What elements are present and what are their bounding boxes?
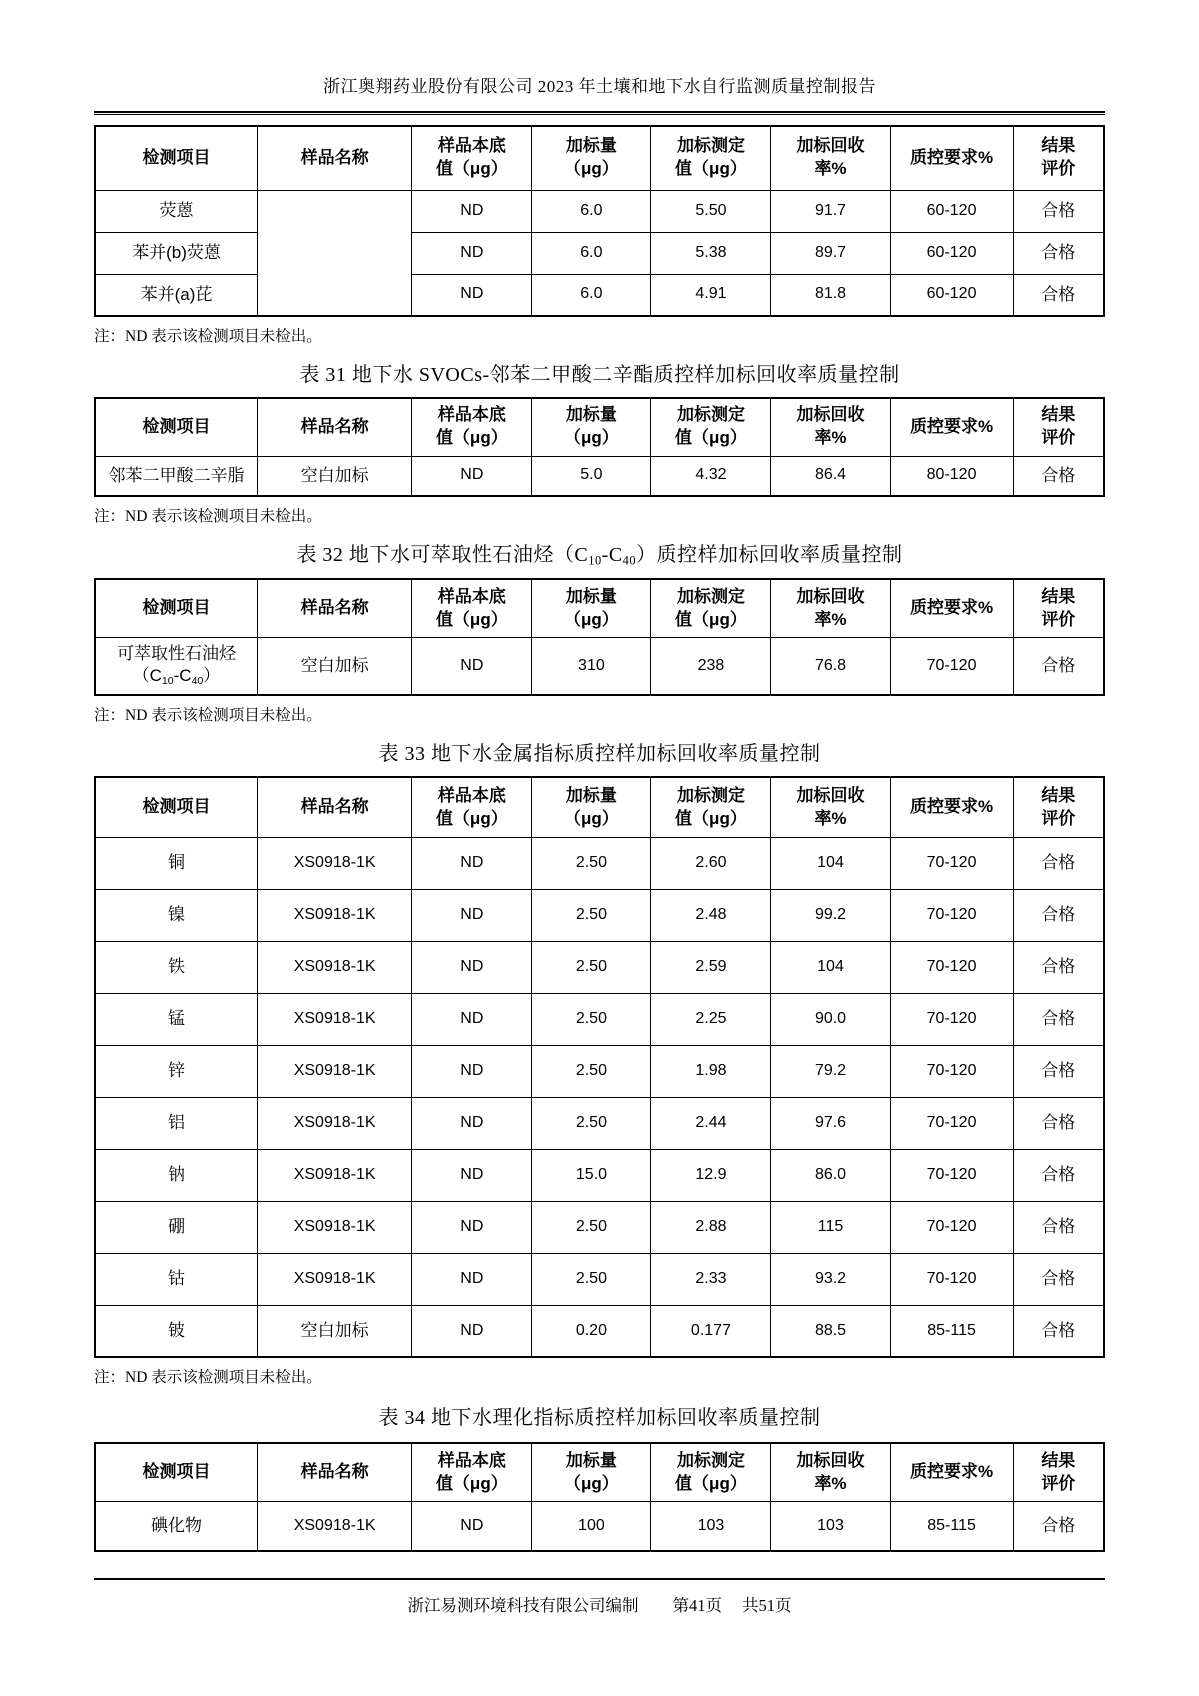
cell-result: 合格 bbox=[1013, 1149, 1104, 1201]
cell-spike-amount: 2.50 bbox=[532, 889, 651, 941]
table-header-row bbox=[95, 126, 1104, 190]
cell-background-value: ND bbox=[412, 889, 532, 941]
col-header-item: 检测项目 bbox=[95, 1443, 257, 1501]
cell-measured-value: 4.91 bbox=[651, 274, 771, 316]
cell-measured-value: 1.98 bbox=[651, 1045, 771, 1097]
cell-sample-name: XS0918-1K bbox=[257, 993, 411, 1045]
col-header-spike-amount: 加标量 （μg） bbox=[532, 126, 651, 190]
col-header-background-value: 样品本底 值（μg） bbox=[412, 398, 532, 456]
subscript: 40 bbox=[191, 675, 204, 688]
cell-qc-requirement: 70-120 bbox=[890, 993, 1013, 1045]
col-header-measured-value: 加标测定 值（μg） bbox=[651, 579, 771, 637]
cell-qc-requirement: 60-120 bbox=[890, 232, 1013, 274]
col-header-background-value: 样品本底 值（μg） bbox=[412, 579, 532, 637]
table-row bbox=[95, 232, 1104, 274]
cell-measured-value: 2.60 bbox=[651, 837, 771, 889]
cell-spike-amount: 2.50 bbox=[532, 1201, 651, 1253]
cell-qc-requirement: 70-120 bbox=[890, 837, 1013, 889]
cell-spike-amount: 15.0 bbox=[532, 1149, 651, 1201]
cell-qc-requirement: 60-120 bbox=[890, 190, 1013, 232]
cell-qc-requirement: 70-120 bbox=[890, 1045, 1013, 1097]
col-header-qc-requirement: 质控要求% bbox=[890, 398, 1013, 456]
cell-background-value: ND bbox=[412, 993, 532, 1045]
col-header-spike-amount: 加标量 （μg） bbox=[532, 398, 651, 456]
table-header-row bbox=[95, 579, 1104, 637]
cell-result: 合格 bbox=[1013, 1097, 1104, 1149]
cell-result: 合格 bbox=[1013, 274, 1104, 316]
cell-spike-amount: 2.50 bbox=[532, 1097, 651, 1149]
footer-rule bbox=[94, 1578, 1105, 1580]
cell-sample-name: 空白加标 bbox=[257, 1305, 411, 1357]
subscript: 10 bbox=[161, 675, 174, 688]
col-header-sample-name: 样品名称 bbox=[257, 1443, 411, 1501]
cell-spike-amount: 5.0 bbox=[532, 456, 651, 496]
cell-qc-requirement: 85-115 bbox=[890, 1501, 1013, 1551]
cell-result: 合格 bbox=[1013, 1501, 1104, 1551]
cell-recovery: 81.8 bbox=[771, 274, 890, 316]
cell-item: 锌 bbox=[95, 1045, 257, 1097]
cell-sample-name: XS0918-1K bbox=[257, 1253, 411, 1305]
cell-background-value: ND bbox=[412, 1305, 532, 1357]
cell-measured-value: 2.88 bbox=[651, 1201, 771, 1253]
cell-item: 钴 bbox=[95, 1253, 257, 1305]
cell-item: 荧蒽 bbox=[95, 190, 257, 232]
cell-item: 铜 bbox=[95, 837, 257, 889]
nd-note: 注：ND 表示该检测项目未检出。 bbox=[94, 328, 322, 345]
col-header-sample-name: 样品名称 bbox=[257, 126, 411, 190]
cell-measured-value: 0.177 bbox=[651, 1305, 771, 1357]
cell-background-value: ND bbox=[412, 1045, 532, 1097]
col-header-recovery-rate: 加标回收 率% bbox=[771, 579, 890, 637]
table-svoc-continued bbox=[94, 125, 1105, 317]
cell-qc-requirement: 80-120 bbox=[890, 456, 1013, 496]
cell-item: 锰 bbox=[95, 993, 257, 1045]
col-header-qc-requirement: 质控要求% bbox=[890, 126, 1013, 190]
cell-sample-name: XS0918-1K bbox=[257, 941, 411, 993]
cell-sample-name: XS0918-1K bbox=[257, 1097, 411, 1149]
cell-qc-requirement: 70-120 bbox=[890, 1253, 1013, 1305]
cell-measured-value: 5.50 bbox=[651, 190, 771, 232]
cell-item: 可萃取性石油烃$(C_{10}-C_{40})$ bbox=[95, 637, 257, 695]
cell-spike-amount: 6.0 bbox=[532, 190, 651, 232]
cell-result: 合格 bbox=[1013, 1045, 1104, 1097]
col-header-qc-requirement: 质控要求% bbox=[890, 777, 1013, 837]
cell-sample-name: XS0918-1K bbox=[257, 837, 411, 889]
cell-spike-amount: 2.50 bbox=[532, 993, 651, 1045]
table-row bbox=[95, 993, 1104, 1045]
cell-qc-requirement: 70-120 bbox=[890, 1201, 1013, 1253]
cell-sample-name: XS0918-1K bbox=[257, 1201, 411, 1253]
cell-sample-name: XS0918-1K bbox=[257, 1045, 411, 1097]
col-header-item: 检测项目 bbox=[95, 579, 257, 637]
table-row bbox=[95, 1501, 1104, 1551]
cell-background-value: ND bbox=[412, 637, 532, 695]
col-header-measured-value: 加标测定 值（μg） bbox=[651, 398, 771, 456]
cell-sample-name: XS0918-1K bbox=[257, 1501, 411, 1551]
table-31 bbox=[94, 397, 1105, 497]
table-33-title: 表 33 地下水金属指标质控样加标回收率质量控制 bbox=[378, 743, 821, 766]
cell-background-value: ND bbox=[412, 837, 532, 889]
col-header-measured-value: 加标测定 值（μg） bbox=[651, 1443, 771, 1501]
cell-qc-requirement: 70-120 bbox=[890, 1149, 1013, 1201]
nd-note: 注：ND 表示该检测项目未检出。 bbox=[94, 707, 322, 725]
cell-recovery: 86.0 bbox=[771, 1149, 890, 1201]
table-row bbox=[95, 837, 1104, 889]
col-header-result: 结果 评价 bbox=[1013, 579, 1104, 637]
col-header-result: 结果 评价 bbox=[1013, 398, 1104, 456]
col-header-measured-value: 加标测定 值（μg） bbox=[651, 126, 771, 190]
cell-result: 合格 bbox=[1013, 889, 1104, 941]
col-header-background-value: 样品本底 值（μg） bbox=[412, 777, 532, 837]
cell-recovery: 79.2 bbox=[771, 1045, 890, 1097]
table-row bbox=[95, 637, 1104, 695]
cell-item: 苯并(a)芘 bbox=[95, 274, 257, 316]
table-34 bbox=[94, 1442, 1105, 1552]
col-header-result: 结果 评价 bbox=[1013, 126, 1104, 190]
col-header-result: 结果 评价 bbox=[1013, 1443, 1104, 1501]
footer-page-number: 第41页 bbox=[672, 1596, 722, 1616]
cell-result: 合格 bbox=[1013, 993, 1104, 1045]
cell-recovery: 99.2 bbox=[771, 889, 890, 941]
cell-spike-amount: 0.20 bbox=[532, 1305, 651, 1357]
table-header-row bbox=[95, 398, 1104, 456]
cell-result: 合格 bbox=[1013, 456, 1104, 496]
col-header-qc-requirement: 质控要求% bbox=[890, 1443, 1013, 1501]
col-header-item: 检测项目 bbox=[95, 398, 257, 456]
table-32 bbox=[94, 578, 1105, 696]
cell-item: 碘化物 bbox=[95, 1501, 257, 1551]
cell-sample-name-merged bbox=[257, 190, 411, 316]
table-row bbox=[95, 1097, 1104, 1149]
cell-item: 硼 bbox=[95, 1201, 257, 1253]
cell-qc-requirement: 70-120 bbox=[890, 941, 1013, 993]
cell-recovery: 91.7 bbox=[771, 190, 890, 232]
cell-item: 钠 bbox=[95, 1149, 257, 1201]
cell-spike-amount: 6.0 bbox=[532, 274, 651, 316]
table-32-title: 表 32 地下水可萃取性石油烃$(C_{10}-C_{40})$质控样加标回收率质量控制 bbox=[296, 544, 903, 568]
cell-item: 铝 bbox=[95, 1097, 257, 1149]
cell-recovery: 90.0 bbox=[771, 993, 890, 1045]
cell-measured-value: 2.33 bbox=[651, 1253, 771, 1305]
cell-result: 合格 bbox=[1013, 1305, 1104, 1357]
cell-recovery: 103 bbox=[771, 1501, 890, 1551]
col-header-sample-name: 样品名称 bbox=[257, 777, 411, 837]
cell-recovery: 86.4 bbox=[771, 456, 890, 496]
table-row bbox=[95, 1149, 1104, 1201]
cell-result: 合格 bbox=[1013, 1253, 1104, 1305]
cell-measured-value: 2.44 bbox=[651, 1097, 771, 1149]
cell-sample-name: XS0918-1K bbox=[257, 889, 411, 941]
col-header-recovery-rate: 加标回收 率% bbox=[771, 126, 890, 190]
cell-measured-value: 238 bbox=[651, 637, 771, 695]
cell-result: 合格 bbox=[1013, 941, 1104, 993]
cell-recovery: 76.8 bbox=[771, 637, 890, 695]
cell-item: 镍 bbox=[95, 889, 257, 941]
table-row bbox=[95, 941, 1104, 993]
table-row bbox=[95, 1045, 1104, 1097]
footer-page-total: 共51页 bbox=[742, 1596, 792, 1616]
table-row bbox=[95, 190, 1104, 232]
header-rule bbox=[94, 111, 1105, 115]
nd-note: 注：ND 表示该检测项目未检出。 bbox=[94, 1369, 322, 1387]
cell-result: 合格 bbox=[1013, 637, 1104, 695]
col-header-qc-requirement: 质控要求% bbox=[890, 579, 1013, 637]
cell-item: 邻苯二甲酸二辛脂 bbox=[95, 456, 257, 496]
table-row bbox=[95, 889, 1104, 941]
cell-qc-requirement: 70-120 bbox=[890, 889, 1013, 941]
col-header-sample-name: 样品名称 bbox=[257, 579, 411, 637]
cell-measured-value: 103 bbox=[651, 1501, 771, 1551]
col-header-recovery-rate: 加标回收 率% bbox=[771, 777, 890, 837]
table-31-title: 表 31 地下水 SVOCs-邻苯二甲酸二辛酯质控样加标回收率质量控制 bbox=[299, 364, 900, 386]
cell-sample-name: 空白加标 bbox=[257, 456, 411, 496]
col-header-background-value: 样品本底 值（μg） bbox=[412, 1443, 532, 1501]
cell-background-value: ND bbox=[412, 1501, 532, 1551]
col-header-result: 结果 评价 bbox=[1013, 777, 1104, 837]
cell-background-value: ND bbox=[412, 941, 532, 993]
cell-spike-amount: 6.0 bbox=[532, 232, 651, 274]
cell-result: 合格 bbox=[1013, 1201, 1104, 1253]
cell-measured-value: 2.25 bbox=[651, 993, 771, 1045]
table-row bbox=[95, 1201, 1104, 1253]
subscript: 10 bbox=[588, 553, 602, 568]
cell-spike-amount: 2.50 bbox=[532, 1045, 651, 1097]
col-header-spike-amount: 加标量 （μg） bbox=[532, 579, 651, 637]
cell-spike-amount: 100 bbox=[532, 1501, 651, 1551]
cell-spike-amount: 310 bbox=[532, 637, 651, 695]
cell-measured-value: 12.9 bbox=[651, 1149, 771, 1201]
table-33 bbox=[94, 776, 1105, 1358]
col-header-recovery-rate: 加标回收 率% bbox=[771, 1443, 890, 1501]
nd-note: 注：ND 表示该检测项目未检出。 bbox=[94, 508, 322, 525]
subscript: 40 bbox=[622, 553, 637, 568]
col-header-background-value: 样品本底 值（μg） bbox=[412, 126, 532, 190]
cell-spike-amount: 2.50 bbox=[532, 837, 651, 889]
footer-company: 浙江易测环境科技有限公司编制 bbox=[407, 1596, 639, 1616]
col-header-sample-name: 样品名称 bbox=[257, 398, 411, 456]
cell-spike-amount: 2.50 bbox=[532, 941, 651, 993]
cell-measured-value: 2.59 bbox=[651, 941, 771, 993]
cell-recovery: 104 bbox=[771, 837, 890, 889]
cell-sample-name: XS0918-1K bbox=[257, 1149, 411, 1201]
table-row bbox=[95, 274, 1104, 316]
col-header-item: 检测项目 bbox=[95, 126, 257, 190]
cell-measured-value: 4.32 bbox=[651, 456, 771, 496]
cell-qc-requirement: 70-120 bbox=[890, 1097, 1013, 1149]
cell-background-value: ND bbox=[412, 1097, 532, 1149]
cell-measured-value: 2.48 bbox=[651, 889, 771, 941]
cell-recovery: 93.2 bbox=[771, 1253, 890, 1305]
cell-qc-requirement: 85-115 bbox=[890, 1305, 1013, 1357]
cell-result: 合格 bbox=[1013, 190, 1104, 232]
table-34-title: 表 34 地下水理化指标质控样加标回收率质量控制 bbox=[378, 1407, 821, 1430]
cell-recovery: 104 bbox=[771, 941, 890, 993]
cell-background-value: ND bbox=[412, 232, 532, 274]
table-row bbox=[95, 1305, 1104, 1357]
cell-measured-value: 5.38 bbox=[651, 232, 771, 274]
cell-recovery: 88.5 bbox=[771, 1305, 890, 1357]
cell-result: 合格 bbox=[1013, 232, 1104, 274]
cell-qc-requirement: 60-120 bbox=[890, 274, 1013, 316]
table-row bbox=[95, 1253, 1104, 1305]
cell-background-value: ND bbox=[412, 1201, 532, 1253]
cell-background-value: ND bbox=[412, 456, 532, 496]
cell-sample-name: 空白加标 bbox=[257, 637, 411, 695]
cell-background-value: ND bbox=[412, 1253, 532, 1305]
col-header-measured-value: 加标测定 值（μg） bbox=[651, 777, 771, 837]
col-header-spike-amount: 加标量 （μg） bbox=[532, 1443, 651, 1501]
cell-background-value: ND bbox=[412, 190, 532, 232]
cell-result: 合格 bbox=[1013, 837, 1104, 889]
cell-item: 铍 bbox=[95, 1305, 257, 1357]
table-header-row bbox=[95, 1443, 1104, 1501]
cell-background-value: ND bbox=[412, 274, 532, 316]
cell-background-value: ND bbox=[412, 1149, 532, 1201]
cell-recovery: 97.6 bbox=[771, 1097, 890, 1149]
col-header-item: 检测项目 bbox=[95, 777, 257, 837]
col-header-recovery-rate: 加标回收 率% bbox=[771, 398, 890, 456]
cell-recovery: 89.7 bbox=[771, 232, 890, 274]
cell-item: 铁 bbox=[95, 941, 257, 993]
cell-spike-amount: 2.50 bbox=[532, 1253, 651, 1305]
col-header-spike-amount: 加标量 （μg） bbox=[532, 777, 651, 837]
page-footer bbox=[94, 1592, 1105, 1616]
cell-recovery: 115 bbox=[771, 1201, 890, 1253]
cell-item: 苯并(b)荧蒽 bbox=[95, 232, 257, 274]
table-row bbox=[95, 456, 1104, 496]
cell-qc-requirement: 70-120 bbox=[890, 637, 1013, 695]
document-header-title: 浙江奥翔药业股份有限公司 2023 年土壤和地下水自行监测质量控制报告 bbox=[323, 77, 876, 96]
table-header-row bbox=[95, 777, 1104, 837]
